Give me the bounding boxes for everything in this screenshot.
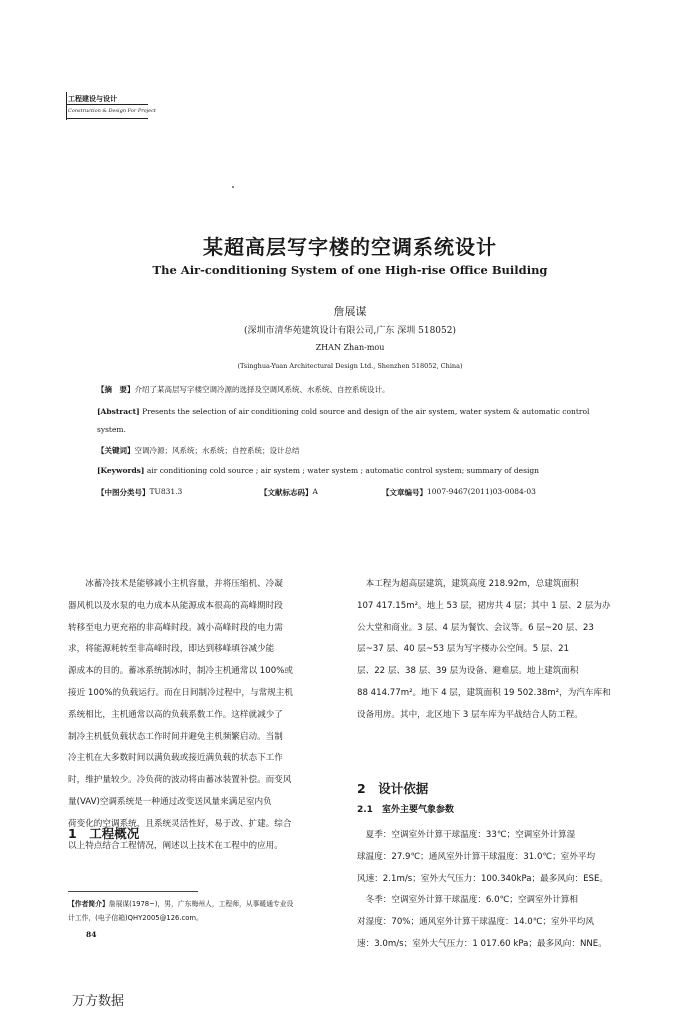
body-line: 求，将能源耗转至非高峰时段，即达到移峰填谷减少能 [68,644,275,655]
journal-name-en: Construction & Design For Project [68,108,156,114]
body-line: 制冷主机低负载状态工作时间并避免主机频繁启动。当制 [68,731,283,742]
body-line: 88 414.77m²。地下 4 层，建筑面积 19 502.38m²，为汽车库和 [357,687,611,698]
body-line: 以上特点结合工程情况，阐述以上技术在工程中的应用。 [68,840,283,851]
journal-name-zh: 工程建设与设计 [68,95,117,103]
clc-label: 【中图分类号】 [97,488,150,497]
body-line: 时，维护量较少。冷负荷的波动将由蓄冰装置补偿。而变风 [68,775,292,786]
affiliation-en: (Tsinghua-Yuan Architectural Design Ltd., Shenzhen 518052, China) [237,362,463,370]
clc-value: TU831.3 [149,487,183,496]
abstract-zh-text: 介绍了某高层写字楼空调冷源的选择及空调风系统、水系统、自控系统设计。 [134,385,390,394]
keywords-zh-text: 空调冷源；风系统；水系统；自控系统；设计总结 [134,446,300,455]
keywords-en [97,466,539,475]
body-line: 冷主机在大多数时间以满负载或接近满负载的状态下工作 [68,753,283,764]
keywords-en-text: air conditioning cold source ; air system ; water system ; automatic control system; summary of design [144,466,540,475]
doc-code [260,487,318,498]
body-line: 荷变化的空调系统，且系统灵活性好，易于改、扩建。综合 [68,818,292,829]
body-line: 器风机以及水泵的电力成本从能源成本很高的高峰期时段 [68,600,283,611]
clc-code [97,487,183,498]
header-rule-bottom [66,118,148,119]
body-line: 夏季：空调室外计算干球温度：33℃；空调室外计算湿 [357,830,576,840]
page-number: 84 [86,930,97,939]
header-rule-left [66,92,67,120]
abstract-en-text: Presents the selection of air conditioning cold source and design of the air system, water system & automatic control [139,407,590,416]
body-line: 设备用房。其中，北区地下 3 层车库为平战结合人防工程。 [357,709,583,720]
subsection-heading-2-1: 2.1 室外主要气象参数 [357,805,454,815]
body-line: 风速：2.1m/s；室外大气压力：100.340kPa；最多风向：ESE。 [357,873,608,884]
footnote-label: 【作者简介】 [68,900,109,908]
affiliation-zh: (深圳市清华苑建筑设计有限公司,广东 深圳 518052) [244,326,456,336]
body-left-column [68,574,348,857]
footnote-line: 计工作，(电子信箱)QHY2005@126.com。 [68,914,203,922]
body-line: 系统相比，主机通常以高的负载系数工作。这样就减少了 [68,709,283,720]
paper-title-zh: 某超高层写字楼的空调系统设计 [203,235,497,259]
article-number [382,487,536,498]
body-line: 冰蓄冷技术是能够减小主机容量，并将压缩机、冷凝 [85,579,283,589]
abstract-en-label: [Abstract] [97,407,140,416]
author-name-en: ZHAN Zhan-mou [315,343,385,352]
abstract-zh-label: 【摘 要】 [97,385,135,394]
body-line: 源成本的目的。蓄冰系统制冰时，制冷主机通常以 100%或 [68,666,293,677]
body-right-column-continued [357,825,637,956]
body-line: 转移至电力更充裕的非高峰时段。减小高峰时段的电力需 [68,622,283,633]
header-rule [66,104,148,105]
body-right-column [357,574,637,727]
abstract-en [97,407,589,416]
footnote-rule [68,891,198,892]
article-label: 【文章编号】 [382,488,427,497]
body-line: 层~37 层、40 层~53 层为写字楼办公空间。5 层、21 [357,644,570,655]
body-line: 球温度：27.9℃；通风室外计算干球温度：31.0℃；室外平均 [357,851,596,862]
watermark: 万方数据 [72,994,125,1009]
section-heading-2: 2 设计依据 [357,781,429,796]
body-line: 公大堂和商业。3 层、4 层为餐饮、会议等。6 层~20 层、23 [357,622,594,633]
footnote-text: 詹展谋(1978~)，男，广东梅州人，工程师，从事暖通专业设 [108,900,294,908]
scan-speck [232,186,234,188]
footnote-line [68,897,293,911]
body-line: 对湿度：70%；通风室外计算干球温度：14.0℃；室外平均风 [357,917,594,928]
author-footnote [68,897,293,925]
body-line: 107 417.15m²。地上 53 层，裙房共 4 层；其中 1 层、2 层为办 [357,600,611,611]
abstract-en-continued: system. [97,425,126,434]
keywords-zh-label: 【关键词】 [97,446,135,455]
doc-value: A [312,487,318,496]
doc-label: 【文献标志码】 [260,488,313,497]
section-heading-1: 1 工程概况 [68,826,140,841]
body-line: 量(VAV)空调系统是一种通过改变送风量来满足室内负 [68,796,272,807]
article-value: 1007-9467(2011)03-0084-03 [427,487,536,496]
author-name-zh: 詹展谋 [333,305,367,318]
body-line: 接近 100%的负载运行。而在日间制冷过程中，与常规主机 [68,687,293,698]
abstract-zh [97,384,390,395]
body-line: 本工程为超高层建筑，建筑高度 218.92m，总建筑面积 [357,579,579,589]
body-line: 层、22 层、38 层、39 层为设备、避难层。地上建筑面积 [357,666,579,677]
body-line: 速：3.0m/s；室外大气压力：1 017.60 kPa；最多风向：NNE。 [357,938,607,949]
keywords-zh [97,445,300,456]
paper-title-en: The Air-conditioning System of one High-rise Office Building [152,263,548,277]
keywords-en-label: [Keywords] [97,466,145,475]
body-line: 冬季：空调室外计算干球温度：6.0℃；空调室外计算相 [357,895,578,906]
